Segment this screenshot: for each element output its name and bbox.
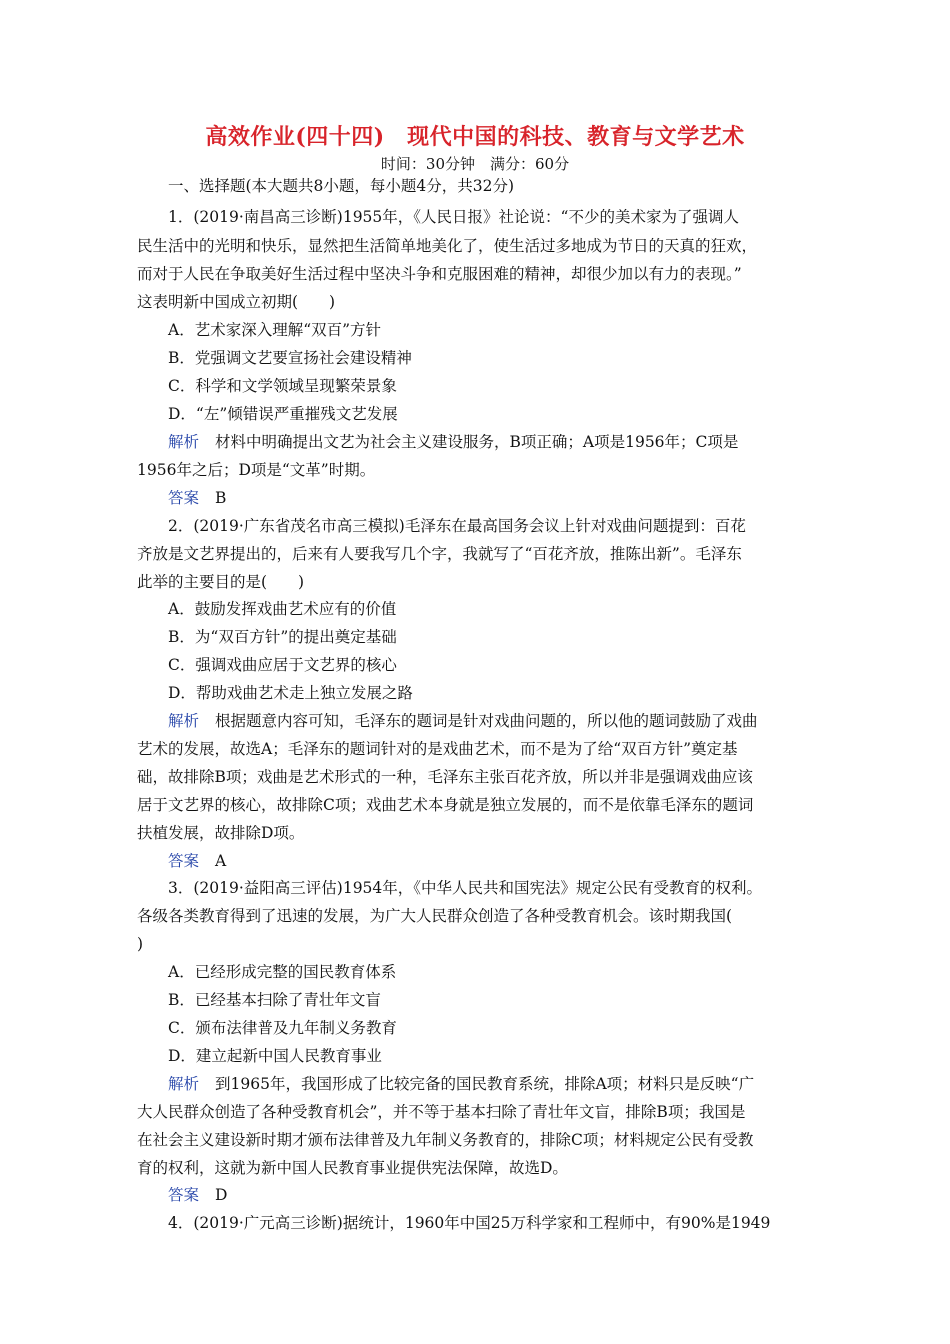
analysis-label: 解析 [168,1075,200,1093]
q2-option-d: D．帮助戏曲艺术走上独立发展之路 [168,684,413,702]
q1-stem-line: 这表明新中国成立初期( ) [137,293,336,311]
q2-option-a: A．鼓励发挥戏曲艺术应有的价值 [168,600,397,618]
q2-analysis-line: 居于文艺界的核心，故排除C项；戏曲艺术本身就是独立发展的，而不是依靠毛泽东的题词 [137,796,754,814]
q3-option-b: B．已经基本扫除了青壮年文盲 [168,991,381,1009]
q1-answer [168,488,226,508]
answer-value: B [215,489,227,507]
q2-analysis [168,711,758,731]
q2-option-b: B．为“双百方针”的提出奠定基础 [168,628,397,646]
q1-stem-line: 1．(2019·南昌高三诊断)1955年，《人民日报》社论说：“不少的美术家为了强调人 [168,208,739,226]
q1-option-d: D．“左”倾错误严重摧残文艺发展 [168,405,398,423]
q2-analysis-line: 扶植发展，故排除D项。 [137,824,305,842]
document-title: 高效作业(四十四) 现代中国的科技、教育与文学艺术 [205,124,745,150]
q3-analysis-line: 大人民群众创造了各种受教育机会”，并不等于基本扫除了青壮年文盲，排除B项；我国是 [137,1103,746,1121]
q2-answer [168,851,226,871]
analysis-text: 根据题意内容可知，毛泽东的题词是针对戏曲问题的，所以他的题词鼓励了戏曲 [215,712,758,730]
q2-analysis-line: 艺术的发展，故选A；毛泽东的题词针对的是戏曲艺术，而不是为了给“双百方针”奠定基 [137,740,738,758]
q1-analysis-line: 1956年之后；D项是“文革”时期。 [137,461,376,479]
q3-answer [168,1185,227,1205]
q2-analysis-line: 础，故排除B项；戏曲是艺术形式的一种，毛泽东主张百花齐放，所以并非是强调戏曲应该 [137,768,753,786]
q1-option-b: B．党强调文艺要宣扬社会建设精神 [168,349,412,367]
q3-analysis [168,1074,754,1094]
q2-option-c: C．强调戏曲应居于文艺界的核心 [168,656,397,674]
answer-value: D [215,1186,228,1204]
q3-analysis-line: 育的权利，这就为新中国人民教育事业提供宪法保障，故选D。 [137,1159,568,1177]
section-heading: 一、选择题(本大题共8小题，每小题4分，共32分) [168,177,515,195]
answer-label: 答案 [168,489,200,507]
q1-option-c: C．科学和文学领域呈现繁荣景象 [168,377,397,395]
q3-stem-line: 3．(2019·益阳高三评估)1954年，《中华人民共和国宪法》规定公民有受教育的权利。 [168,879,763,897]
answer-label: 答案 [168,852,200,870]
q3-analysis-line: 在社会主义建设新时期才颁布法律普及九年制义务教育的，排除C项；材料规定公民有受教 [137,1131,754,1149]
q4-stem-line: 4．(2019·广元高三诊断)据统计，1960年中国25万科学家和工程师中，有90%是1949 [168,1214,771,1232]
analysis-label: 解析 [168,712,200,730]
q2-stem-line: 此举的主要目的是( ) [137,573,305,591]
q1-stem-line: 民生活中的光明和快乐，显然把生活简单地美化了，使生活过多地成为节日的天真的狂欢， [137,237,758,255]
answer-value: A [215,852,227,870]
q2-stem-line: 2．(2019·广东省茂名市高三模拟)毛泽东在最高国务会议上针对戏曲问题提到：百花 [168,517,746,535]
time-score-info: 时间：30分钟 满分：60分 [380,155,570,173]
q1-analysis [168,432,738,452]
q3-stem-line: ) [137,935,144,953]
answer-label: 答案 [168,1186,200,1204]
q3-option-c: C．颁布法律普及九年制义务教育 [168,1019,397,1037]
q3-option-d: D．建立起新中国人民教育事业 [168,1047,382,1065]
q1-option-a: A．艺术家深入理解“双百”方针 [168,321,382,339]
q2-stem-line: 齐放是文艺界提出的，后来有人要我写几个字，我就写了“百花齐放，推陈出新”。毛泽东 [137,545,742,563]
q1-stem-line: 而对于人民在争取美好生活过程中坚决斗争和克服困难的精神，却很少加以有力的表现。” [137,265,742,283]
q3-stem-line: 各级各类教育得到了迅速的发展，为广大人民群众创造了各种受教育机会。该时期我国( [137,907,733,925]
analysis-text: 到1965年，我国形成了比较完备的国民教育系统，排除A项；材料只是反映“广 [215,1075,755,1093]
analysis-label: 解析 [168,433,200,451]
q3-option-a: A．已经形成完整的国民教育体系 [168,963,397,981]
analysis-text: 材料中明确提出文艺为社会主义建设服务，B项正确；A项是1956年；C项是 [215,433,739,451]
